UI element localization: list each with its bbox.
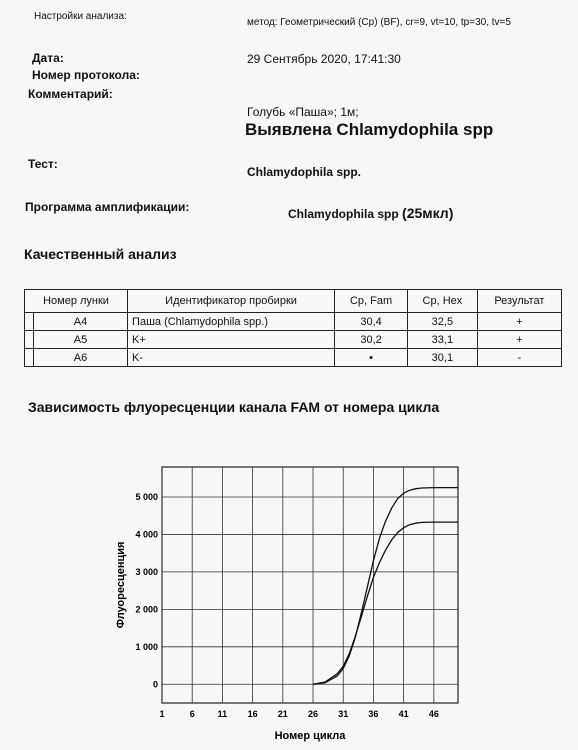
y-axis-label: Флуоресценция bbox=[115, 541, 127, 629]
comment-label: Комментарий: bbox=[28, 87, 113, 101]
x-axis-label: Номер цикла bbox=[274, 730, 346, 742]
cell-id: Паша (Chlamydophila spp.) bbox=[128, 313, 335, 331]
fluorescence-chart bbox=[110, 463, 480, 745]
col-well: Номер лунки bbox=[25, 290, 128, 313]
y-tick-labels bbox=[135, 492, 158, 689]
cell-well: A4 bbox=[34, 313, 128, 331]
cell-well: A6 bbox=[34, 349, 128, 367]
results-table bbox=[24, 289, 562, 367]
y-tick-label: 1 000 bbox=[135, 641, 158, 652]
y-tick-label: 4 000 bbox=[135, 529, 158, 540]
cell-id: K- bbox=[128, 349, 335, 367]
x-tick-label: 16 bbox=[247, 709, 258, 719]
col-id: Идентификатор пробирки bbox=[128, 290, 335, 313]
y-tick-label: 2 000 bbox=[135, 604, 158, 615]
x-tick-label: 11 bbox=[217, 709, 228, 719]
settings-label: Настройки анализа: bbox=[34, 11, 127, 22]
row-marker bbox=[25, 313, 34, 331]
row-marker bbox=[25, 349, 34, 367]
x-tick-label: 41 bbox=[398, 709, 409, 719]
cell-cp-hex: 30,1 bbox=[408, 349, 478, 367]
test-value: Chlamydophila spp. bbox=[247, 165, 362, 179]
program-value bbox=[288, 205, 453, 221]
method-text: метод: Геометрический (Cp) (BF), cr=9, vt=10, tp=30, tv=5 bbox=[247, 17, 511, 28]
x-tick-label: 46 bbox=[428, 709, 439, 719]
program-name: Chlamydophila spp bbox=[288, 207, 399, 221]
chart-grid bbox=[162, 467, 458, 703]
y-tick-label: 3 000 bbox=[135, 566, 158, 577]
protocol-label: Номер протокола: bbox=[32, 68, 140, 82]
cell-result: - bbox=[477, 349, 561, 367]
cell-cp-fam: 30,2 bbox=[335, 331, 408, 349]
test-label: Тест: bbox=[28, 157, 58, 171]
date-value: 29 Сентябрь 2020, 17:41:30 bbox=[247, 52, 401, 66]
x-tick-label: 6 bbox=[189, 709, 195, 719]
x-tick-label: 36 bbox=[368, 709, 379, 719]
cell-result: + bbox=[477, 313, 561, 331]
col-cp-hex: Cp, Hex bbox=[408, 290, 478, 313]
row-marker bbox=[25, 331, 34, 349]
y-tick-label: 0 bbox=[152, 679, 158, 690]
table-header-row bbox=[25, 290, 562, 313]
program-volume: (25мкл) bbox=[402, 205, 454, 221]
x-tick-label: 1 bbox=[159, 709, 165, 719]
cell-cp-hex: 32,5 bbox=[408, 313, 478, 331]
col-result: Результат bbox=[477, 290, 561, 313]
date-label: Дата: bbox=[32, 51, 64, 65]
program-label: Программа амплификации: bbox=[25, 200, 190, 214]
x-tick-label: 26 bbox=[308, 709, 319, 719]
qualitative-title: Качественный анализ bbox=[24, 246, 177, 262]
x-tick-label: 21 bbox=[277, 709, 288, 719]
table-row bbox=[25, 331, 562, 349]
y-tick-label: 5 000 bbox=[135, 491, 158, 502]
x-tick-label: 31 bbox=[338, 709, 349, 719]
x-tick-labels bbox=[159, 709, 438, 719]
chart-title: Зависимость флуоресценции канала FAM от номера цикла bbox=[28, 399, 440, 415]
table-row bbox=[25, 349, 562, 367]
cell-id: K+ bbox=[128, 331, 335, 349]
table-row bbox=[25, 313, 562, 331]
cell-well: A5 bbox=[34, 331, 128, 349]
plot-frame bbox=[162, 467, 458, 703]
chart-series bbox=[313, 488, 458, 685]
cell-cp-fam: • bbox=[335, 349, 408, 367]
col-cp-fam: Cp, Fam bbox=[335, 290, 408, 313]
cell-cp-hex: 33,1 bbox=[408, 331, 478, 349]
comment-value: Голубь «Паша»; 1м; bbox=[247, 105, 359, 119]
chart-svg bbox=[110, 463, 480, 745]
cell-result: + bbox=[477, 331, 561, 349]
series-line bbox=[313, 522, 458, 684]
cell-cp-fam: 30,4 bbox=[335, 313, 408, 331]
finding-text: Выявлена Chlamydophila spp bbox=[245, 120, 494, 139]
series-line bbox=[313, 488, 458, 685]
